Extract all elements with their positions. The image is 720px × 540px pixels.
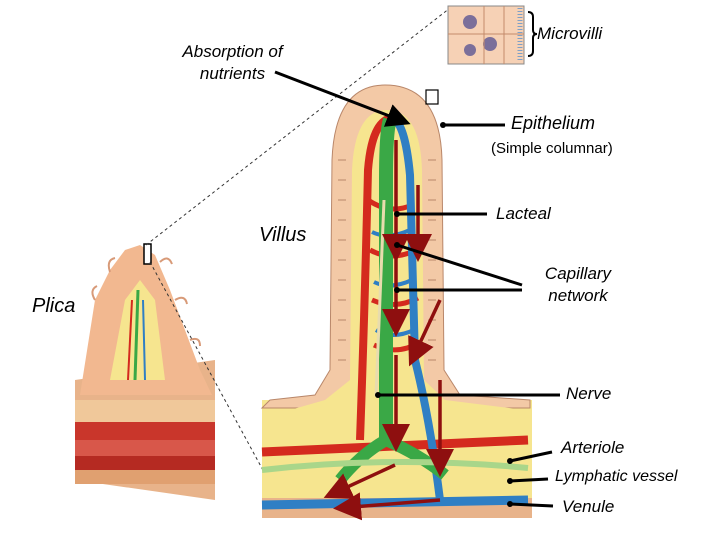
leader-venule [510, 504, 553, 506]
leader-lymphatic [510, 479, 548, 481]
capillary-label-line1: Capillary [544, 264, 612, 283]
absorption-label [160, 41, 305, 85]
capillary-label [528, 263, 628, 307]
capillary-label-line2: network [548, 286, 608, 305]
epithelium-label: Epithelium [511, 113, 596, 133]
absorption-label-line1: Absorption of [182, 42, 283, 61]
nerve-label: Nerve [566, 384, 612, 403]
lacteal-label: Lacteal [496, 204, 551, 223]
microvilli-label: Microvilli [537, 24, 603, 43]
venule-label: Venule [562, 497, 615, 516]
microvilli-inset [426, 6, 537, 104]
plica-label: Plica [32, 295, 76, 317]
lymphatic-vessel-label: Lymphatic vessel [555, 468, 678, 485]
plica-illustration [75, 244, 215, 500]
epithelium-subtitle: (Simple columnar) [491, 140, 613, 157]
absorption-label-line2: nutrients [199, 64, 266, 83]
villus-label: Villus [259, 224, 307, 246]
arteriole-label: Arteriole [561, 438, 625, 457]
